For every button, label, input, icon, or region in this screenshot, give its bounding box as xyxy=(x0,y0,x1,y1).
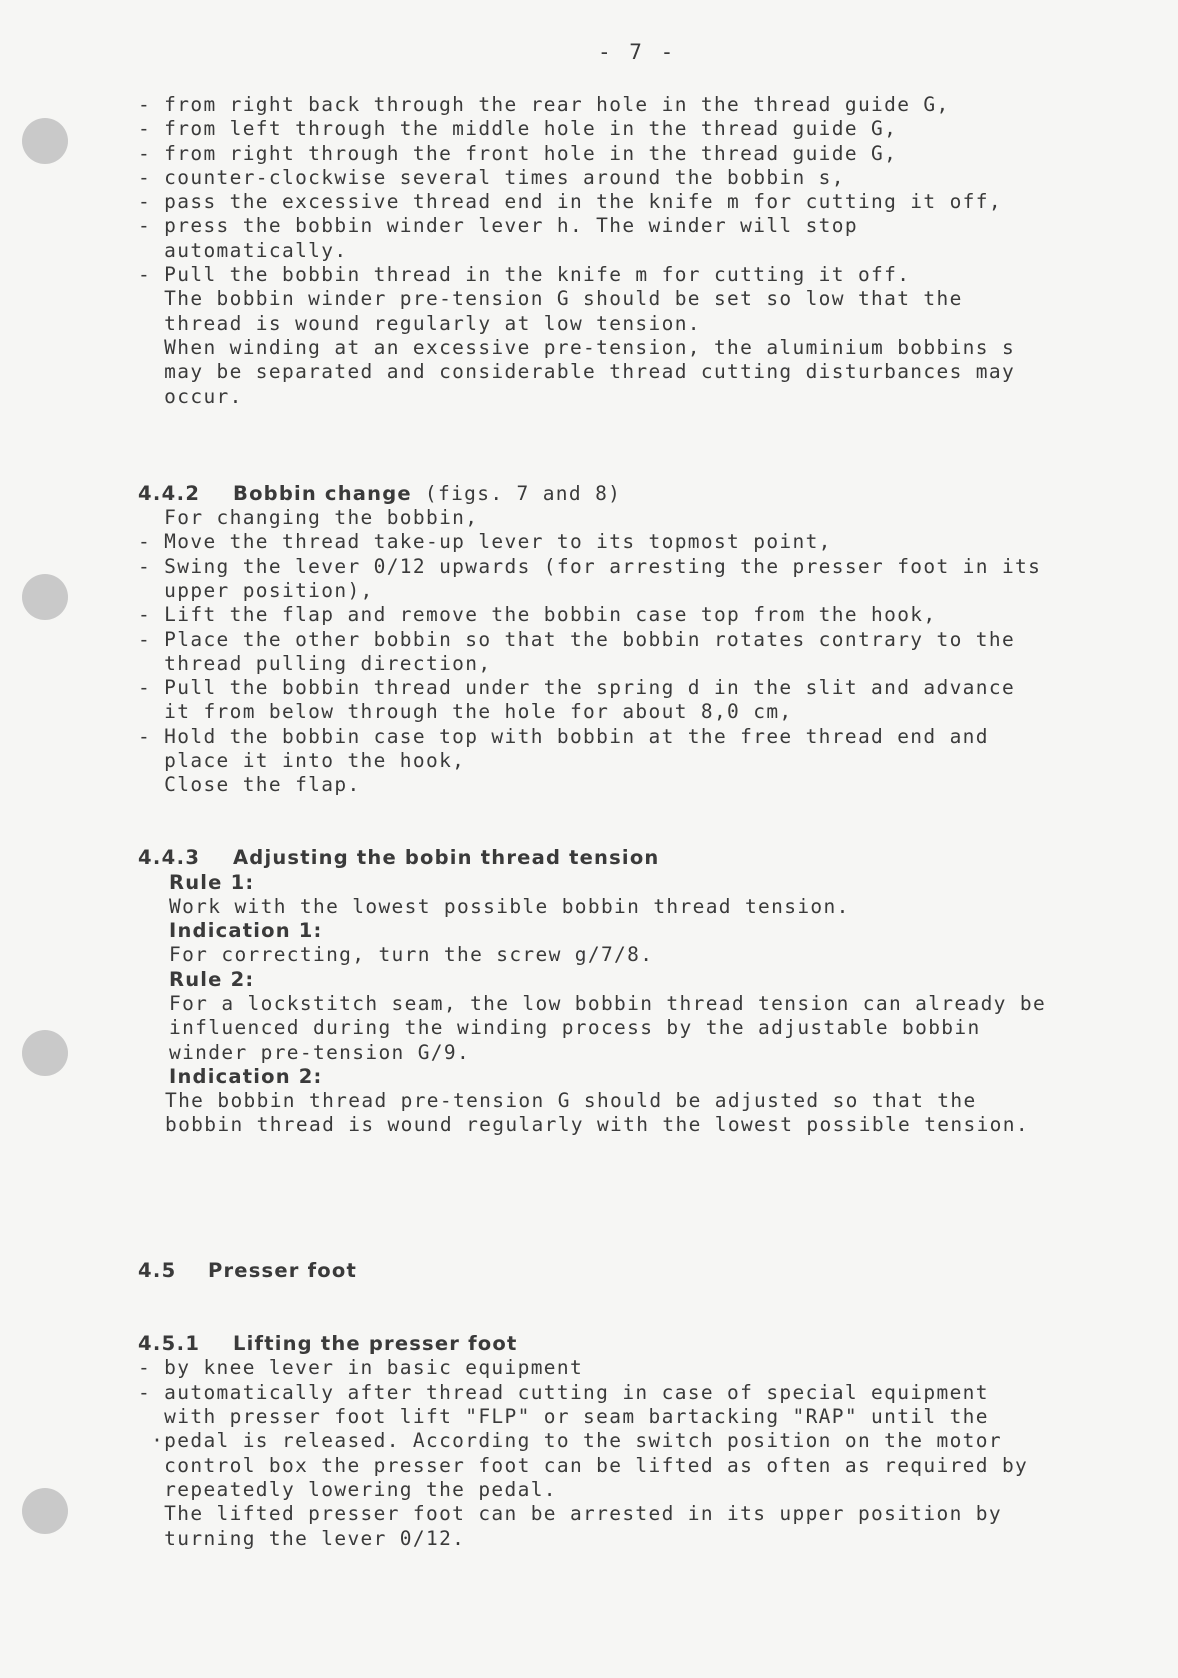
body-line: When winding at an excessive pre-tension, the aluminium bobbins s xyxy=(138,335,1016,359)
body-line: bobbin thread is wound regularly with the lowest possible tension. xyxy=(165,1113,1029,1137)
body-line: thread is wound regularly at low tension. xyxy=(138,311,701,335)
punch-hole xyxy=(22,574,68,620)
punch-hole xyxy=(22,118,68,164)
body-line: - pass the excessive thread end in the knife m for cutting it off, xyxy=(138,190,1002,214)
section-heading-4-5-1 xyxy=(138,1332,1148,1356)
rule-label: Rule 2: xyxy=(169,967,255,991)
body-line: thread pulling direction, xyxy=(138,651,492,675)
punch-hole xyxy=(22,1030,68,1076)
section-title: Presser foot xyxy=(208,1259,357,1283)
section-heading-4-4-2 xyxy=(138,482,1148,506)
body-line: repeatedly lowering the pedal. xyxy=(138,1477,557,1501)
section-title-suffix: (figs. 7 and 8) xyxy=(411,481,622,505)
page-content xyxy=(138,93,1148,1551)
body-line: - by knee lever in basic equipment xyxy=(138,1356,584,1380)
punch-hole xyxy=(22,1488,68,1534)
body-line: For changing the bobbin, xyxy=(138,506,479,530)
body-line: - counter-clockwise several times around the bobbin s, xyxy=(138,165,845,189)
body-line: may be separated and considerable thread cutting disturbances may xyxy=(138,360,1016,384)
body-line: influenced during the winding process by the adjustable bobbin xyxy=(169,1016,981,1040)
body-line: The lifted presser foot can be arrested in its upper position by xyxy=(138,1502,1002,1526)
body-line: - Place the other bobbin so that the bobbin rotates contrary to the xyxy=(138,627,1016,651)
section-number: 4.4.3 xyxy=(138,846,201,870)
body-line: - Pull the bobbin thread under the spring d in the slit and advance xyxy=(138,676,1016,700)
body-line: For a lockstitch seam, the low bobbin thread tension can already be xyxy=(169,991,1047,1015)
body-line: - from right back through the rear hole in the thread guide G, xyxy=(138,93,950,116)
body-line: - Lift the flap and remove the bobbin case top from the hook, xyxy=(138,603,937,627)
body-line: - automatically after thread cutting in case of special equipment xyxy=(138,1380,989,1404)
body-line: turning the lever 0/12. xyxy=(138,1526,466,1550)
section-number: 4.4.2 xyxy=(138,481,201,505)
body-line: automatically. xyxy=(138,238,348,262)
section-number: 4.5.1 xyxy=(138,1332,201,1356)
body-line: with presser foot lift "FLP" or seam bartacking "RAP" until the xyxy=(138,1405,989,1429)
body-line: - Move the thread take-up lever to its topmost point, xyxy=(138,530,832,554)
body-line: - from left through the middle hole in the thread guide G, xyxy=(138,117,898,141)
body-line: For correcting, turn the screw g/7/8. xyxy=(169,943,654,967)
section-number: 4.5 xyxy=(138,1259,177,1283)
body-line: - press the bobbin winder lever h. The winder will stop xyxy=(138,214,858,238)
section-title: Bobbin change xyxy=(233,481,412,505)
rule-label: Rule 1: xyxy=(169,870,255,894)
body-line: control box the presser foot can be lifted as often as required by xyxy=(138,1453,1029,1477)
section-title: Lifting the presser foot xyxy=(233,1332,518,1356)
page-number: - 7 - xyxy=(598,40,677,64)
indication-label: Indication 2: xyxy=(169,1064,323,1088)
body-line: The bobbin thread pre-tension G should be adjusted so that the xyxy=(165,1089,977,1113)
body-line: Work with the lowest possible bobbin thread tension. xyxy=(169,894,850,918)
body-line: ·pedal is released. According to the switch position on the motor xyxy=(138,1429,1002,1453)
body-line: - Pull the bobbin thread in the knife m for cutting it off. xyxy=(138,263,911,287)
body-line: The bobbin winder pre-tension G should be set so low that the xyxy=(138,287,963,311)
body-line: winder pre-tension G/9. xyxy=(169,1040,471,1064)
section-title: Adjusting the bobin thread tension xyxy=(233,846,660,870)
body-line: - Hold the bobbin case top with bobbin at the free thread end and xyxy=(138,724,989,748)
body-line: occur. xyxy=(138,384,243,408)
body-line: upper position), xyxy=(138,578,374,602)
section-heading-4-5 xyxy=(138,1259,1148,1283)
body-line: - from right through the front hole in the thread guide G, xyxy=(138,141,898,165)
body-line: Close the flap. xyxy=(138,773,361,797)
body-line: it from below through the hole for about 8,0 cm, xyxy=(138,700,793,724)
body-line: place it into the hook, xyxy=(138,749,466,773)
body-line: - Swing the lever 0/12 upwards (for arresting the presser foot in its xyxy=(138,554,1042,578)
section-heading-4-4-3 xyxy=(138,846,1148,870)
indication-label: Indication 1: xyxy=(169,919,323,943)
